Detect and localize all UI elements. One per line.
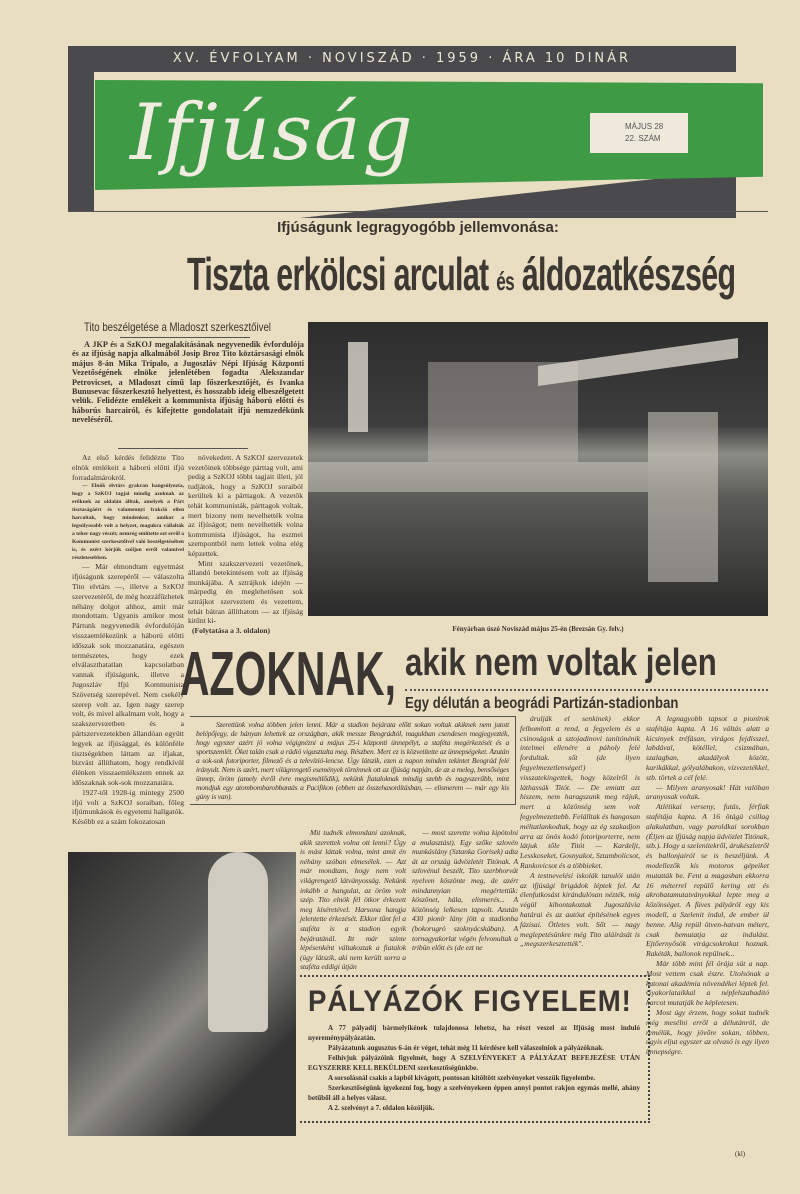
headline-part: áldozatkészség xyxy=(514,248,736,300)
paragraph: Felhívjuk pályázóink figyelmét, hogy A SZELVÉNYEKET A PÁLYÁZAT BEFEJEZÉSE UTÁN EGYSZERRE KELL BEKÜLDENI szerkesztőségünkbe. xyxy=(308,1054,640,1072)
paragraph: A 77 pályadíj bármelyikének tulajdonosa lehetsz, ha részt veszel az Ifjúság most induló nyereménypályázatán. xyxy=(308,1024,640,1042)
article-subtitle: Tito beszélgetése a Mladoszt szerkesztőivel xyxy=(84,320,271,334)
issue-box xyxy=(590,113,688,153)
paragraph: 1927-től 1928-ig mintegy 2500 ifjú volt a SzKOJ soraiban, főleg ifjúmunkások és egyetemi hallgatók. Később ez a szám fokozatosan xyxy=(72,787,184,827)
author-signature: (kl) xyxy=(735,1150,746,1158)
article-lead: A JKP és a SzKOJ megalakításának negyvenedik évfordulója és az ifjúság napja alkalmából Josip Broz Tito köztársasági elnök május 8-án Mika Tripalo, a Jugoszláv Népi Ifjúság Központi Vezetőségének elnöke jelenlétében fogadta Alekszandar Petrovicset, a Mladoszt című lap főszerkesztőjét, és Ivanka Bunusevac főszerkesztő helyettest, és hosszabb ideig elbeszélgetett velük. Felidézte emlékeit a kommunista ifjúság háború előtti és háborús harcairól, és kifejtette gondolatait ifjú nemzedékünk neveléséről. xyxy=(72,340,304,425)
paragraph: A sorsolásnál csakis a lapból kivágott, pontosan kitöltött szelvényeket vesszük figyelembe. xyxy=(328,1074,596,1082)
article2-column-4 xyxy=(646,714,769,1057)
article2-headline-a: AZOKNAK, xyxy=(180,640,396,709)
photo-caption: Fényárban úszó Noviszád május 25-én (Brezsán Gy. felv.) xyxy=(452,625,624,633)
contest-notice xyxy=(300,975,650,1123)
newspaper-logo: Ifjúság xyxy=(130,88,415,178)
article2-headline-b: akik nem voltak jelen xyxy=(405,642,717,684)
paragraph: árulják el senkinek) ekkor felbomlott a rend, a fegyelem és a csinoságok a sztojadinovi tanítónénik intelmei ellenére a páholy felé fordultak. sőt (de ilyen fegyelmezetlenséget!) visszatekingettek, hogy közelről is láthassák Titót. — De emiatt azt hiszem, nem haragszunk meg rájuk, mert a közönség sem volt fegyelmezettebb. Felálltak és hangosan méltatlankodtak, hogy az ég szakadjon arra az önös kodó fotoriporterre, nem látjuk tőle Titót — Kardeljt, Lesskoseket, Gosnyakot, Sztambolicsot, Rankovicsot és a többieket. xyxy=(520,714,641,870)
paragraph: — most szerette volna kipótolni a mulasztást). Egy szőke szlovén munkáslány (Sztanka Gorisek) adta át az ország üdvözletét Titónak. A szlovénul beszélt, Tito szerbhorvát nyelven köszönte meg, de azért mindannyian megértettük: köszönet, hála, elismerés... A közönség lelkesen tapsolt. Azután 430 pionír lány jött a stadionba (bokorugró szoknyácskában). A tornagyakorlat végén felvonultak a tribün előtt és (de ezt ne xyxy=(412,828,518,953)
paragraph: Szerkesztőségünk igyekezni fog, hogy a szelvényekeen éppen annyi pontot rakjon egymás mellé, ahány betűből áll a helyes válasz. xyxy=(308,1084,640,1102)
paragraph: Az első kérdés felidézte Tito elnök emlékeit a háború előtti ifjú forradalmárokról. xyxy=(72,453,184,482)
article2-columns-1-2 xyxy=(300,828,518,973)
decorative-rule xyxy=(405,688,768,691)
paragraph: A legnagyobb tapsot a pionírok stafétája kapta. A 16 váltás alatt a kicsinyek tréfásan, virágos fejdísszel, labdával, kötéllel, csizmában, szalagban, akadályok között, karikákkal, gólyalábakon, vízvezetékkel, stb. törtek a cél felé. xyxy=(646,714,769,782)
headline-conjunction: és xyxy=(496,266,515,296)
article-column-1 xyxy=(72,453,184,827)
paragraph: A testnevelési iskolák tanulói után az ifjúsági brigádok léptek fel. Az élenfutkosást kirándulósan nézték, míg végül kibontakoztak Jugoszlávia határai és az autóut építésének egyes fázisai. Ötletes volt. Sőt — nagy meglepetésünkre még Tito aláírását is „megszerkesztették". xyxy=(520,870,640,949)
paragraph: Mint szakszervezeti vezetőnek, állandó betekintésem volt az ifjúság munkájába. A sztrájkok idején — márpedig én meglehetősen sok sztrájkot szerveztem és vezettem, tehát bátran állíthatom — az ifjúság kitűnt ki- xyxy=(188,558,303,626)
divider xyxy=(68,211,768,212)
paragraph: A 2. szelvényt a 7. oldalon közöljük. xyxy=(328,1104,435,1112)
issue-number: 22. SZÁM xyxy=(625,134,661,143)
paragraph: Mit tudnék elmondani azoknak, akik szerettek volna ott lenni? Úgy is mást láttak volna, mint amit én néhány szóban elmesélek. — Azt már mondtam, hogy nem volt világrengető látványosság. Nekünk inkább a hangulat, az öröm volt szép. Tito elnök fél ötkor érkezett meg kíséretével. Harsona hangja jelentette érkezését. Ekkor tűnt fel a staféta is a stadion egyik bejáratánál. Itt már szinte lépésenként váltakoztak a fiatalok (úgy látszik, aki nem került sorra a staféta eddigi útján xyxy=(300,828,406,972)
photo-noviszad-night xyxy=(308,322,768,616)
paragraph: Pályázatunk augusztus 6-án ér véget, tehát még 11 kérdésre kell válaszolniok a pályázóknak. xyxy=(328,1044,604,1052)
article-kicker: Ifjúságunk legragyogóbb jellemvonása: xyxy=(277,219,559,236)
photo-still-life xyxy=(68,852,296,1136)
contest-title: PÁLYÁZÓK FIGYELEM! xyxy=(308,985,632,1018)
article2-subtitle: Egy délután a beográdi Partizán-stadionban xyxy=(405,695,679,712)
paragraph: — Elnök elvtárs gyakran hangsúlyozta, hogy a SzKOJ tagjai mindig azoknak az erőknek az oldalán álltak, amelyek a Párt tisztaságáért és valamennyi frakció ellen harcoltak, hogy mindenkor, amikor a legsúlyosabb volt a helyzet, magukra vállalták a teher nagy részét; nemrég említette ezt erről a Kommunist szerkesztőivel való beszélgetésében is, és ezért kérjük szóljon erről valamivel részletesebben. xyxy=(72,483,184,562)
masthead-topline: XV. ÉVFOLYAM · NOVISZÁD · 1959 · ÁRA 10 DINÁR xyxy=(68,46,736,72)
article-column-2 xyxy=(188,453,303,635)
main-headline xyxy=(186,246,736,309)
paragraph: — Milyen aranyosak! Hát valóban aranyosak voltak. xyxy=(646,782,769,802)
headline-part: Tiszta erkölcsi arculat xyxy=(186,248,497,300)
paragraph: növekedett. A SzKOJ szervezetek vezetőinek többsége párttag volt, ami pedig a SzKOJ többi tagjait illeti, jól tudjátok, hogy a SzKOJ soraiból kerültek ki a párttagok. A vezetők tehát kommunisták, párttagok voltak, mert bizony nem nevelhették volna az ifjúságot; nem nevelhették volna kommunista ifjúságot, ha eszmei szempontból nem lettek volna elég képzettek. xyxy=(188,453,303,558)
divider xyxy=(120,337,250,338)
continued-note: (Folytatása a 3. oldalon) xyxy=(192,625,271,635)
article2-intro: Szerettünk volna többen jelen lenni. Már a stadion bejárata előtt sokan voltak akiknek nem jutott belépőjegy, de hányan lehettek az országban, akik messze Beográdtól, magukban csendesen megjegyezték, hogy egyszer azért jó volna végignézni a május 25-i központi ünnepélyt, a staféta megérkezését és a sportszemlét. Őket talán csak a rádió vigasztalta meg. Részben. Mert ez is közvetítette az ünnepségeket. Azután a sok-sok fotoriporter, filmező és a televízió-lencse. Úgy látszik, ezen a napon minden tekintet Beográd felé irányult. Nem is azért, mert világrengető események történnek ott az ifjúság napján, de az a meleg, bensőséges ünnep, öröm (amely évről évre megismétlődik), nekünk fiataloknak mindig szebb és nagyszerűbb, mint mondjuk egy atombombarobbantás a Pacifikon (ebben az összehasonlításban, — elismerem — már egy kis gúny is van). xyxy=(190,716,516,805)
divider xyxy=(118,448,248,449)
issue-date: MÁJUS 28 xyxy=(625,122,664,131)
article2-column-3 xyxy=(520,714,640,949)
paragraph: Most úgy érzem, hogy sokat tudnék még mesélni erről a délutánról, de remélük, hogy jövőre sokan, többen, úgyis eljut egyszer az olvasó is egy ilyen ünnepségre. xyxy=(646,1007,769,1057)
paragraph: Már több mint fél órája süt a nap. Most vettem csak észre. Utolsónak a katonai akadémia növendékei léptek fel. Gyakorlataikkal a népfelszabadító harcot mutatják be képletesen. xyxy=(646,958,769,1008)
paragraph: — Már elmondtam egyetmást ifjúságunk szerepéről — válaszolta Tito elvtárs —, illetve a SzKOJ szervezetéről, de még hozzáfűzhetek néhány dolgot ahhoz, amit már mondottam. Ugyanis amikor most Pártunk negyvenedik évfordulóján visszaemlékezünk a háború előtti időszak sok mozzanatára, egészen természetes, hogy ezek elválaszthatatlan kapcsolatban vannak ifjúságunk, illetve a Jugoszláv Ifjú Kommunista Szövetség szerepével. Nem csekély szerep volt az. Igen nagy szerep volt, és mivel alkalmam volt, hogy a szakszervezetben és a pártszervezetekben állandóan együtt legyek az ifjúsággal, és különféle tisztségekben láttam az ifjakat, bizvást állíthatom, hogy rendkívül élénken visszaemlékszem ennek az időszaknak sok-sok mozzanatára. xyxy=(72,562,184,787)
paragraph: Atlétikai verseny, futás, férfiak stafétája kapta. A 16 ötágú csillag alakulatban, vagy paroldkai sorokban (Éljen az ifjúság napja üdvözlet Titónak, stb.). Hogy a szelenitekről, árukészletről és ballonjairól se is beszéljünk. A modellezők kis motoros gépeiket mutatták be. Fent a magasban ekkorra 16 méterrel repülő kering ett és akrobatamutatványokkal lepte meg a közönséget. A füves pályáról egy kis modell, a Szelenit indul, de ember ül benne. Alig repül ötven-hatvan métert, csak bemutatja az indulást. Ejtőernyősök virágcsokrokat hoznak. Rakéták, ballonok repülnek... xyxy=(646,802,769,959)
